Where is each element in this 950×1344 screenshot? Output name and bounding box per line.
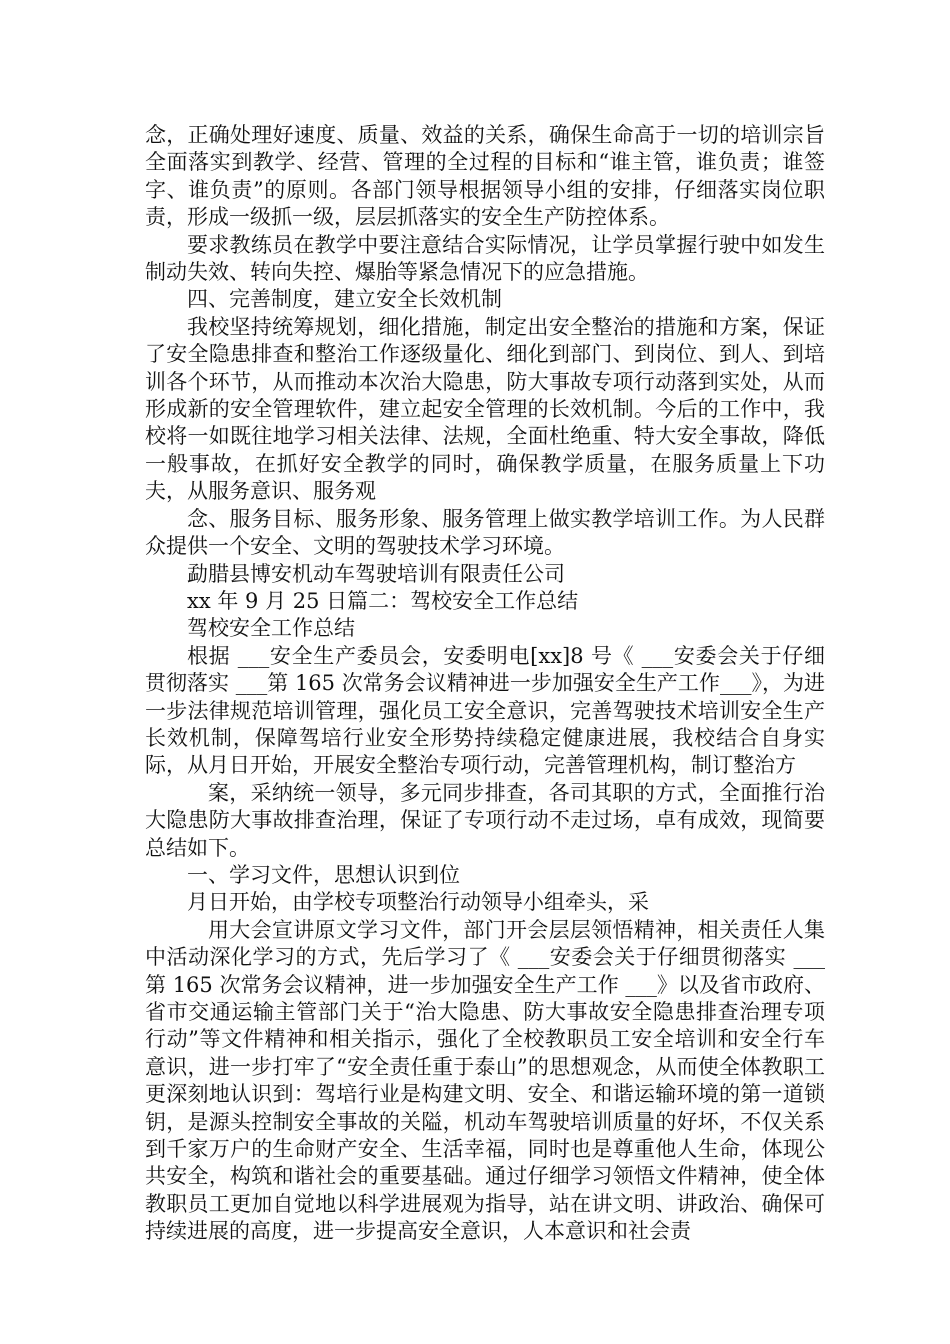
paragraph-7: 月日开始，由学校专项整治行动领导小组牵头，采 [187, 890, 649, 915]
paragraph-2: 要求教练员在教学中要注意结合实际情况，让学员掌握行驶中如发生制动失效、转向失控、爆胎等紧急情况下的应急措施。 [145, 232, 825, 285]
section-heading-4: 四、完善制度，建立安全长效机制 [187, 287, 502, 312]
company-signature: 勐腊县博安机动车驾驶培训有限责任公司 [187, 561, 565, 586]
paragraph-4: 念、服务目标、服务形象、服务管理上做实教学培训工作。为人民群众提供一个安全、文明的驾驶技术学习环境。 [145, 506, 825, 559]
section-heading-1: 一、学习文件，思想认识到位 [187, 862, 460, 887]
date-and-article-two-title: xx 年 9 月 25 日篇二：驾校安全工作总结 [187, 588, 579, 613]
paragraph-8: 用大会宣讲原文学习文件，部门开会层层领悟精神，相关责任人集中活动深化学习的方式，先后学习了《 ___安委会关于仔细贯彻落实 ___第 165 次常务会议精神，进一步加强安全生产工作 ___》以及省市政府、省市交通运输主管部门关于“治大隐患、防大事故安全隐患排查治理专项行动”等文件精神和相关指示，强化了全校教职员工安全培训和安全行车意识，进一步打牢了“安全责任重于泰山”的思想观念，从而使全体教职工更深刻地认识到：驾培行业是构建文明、安全、和谐运输环境的第一道锁钥，是源头控制安全事故的关隘，机动车驾驶培训质量的好坏，不仅关系到千家万户的生命财产安全、生活幸福，同时也是尊重他人生命，体现公共安全，构筑和谐社会的重要基础。通过仔细学习领悟文件精神，使全体教职员工更加自觉地以科学进展观为指导，站在讲文明、讲政治、确保可持续进展的高度，进一步提高安全意识，人本意识和社会责 [145, 917, 825, 1244]
paragraph-1: 念，正确处理好速度、质量、效益的关系，确保生命高于一切的培训宗旨全面落实到教学、经营、管理的全过程的目标和“谁主管，谁负责；谁签字、谁负责”的原则。各部门领导根据领导小组的安排，仔细落实岗位职责，形成一级抓一级，层层抓落实的安全生产防控体系。 [145, 123, 825, 230]
paragraph-6: 案，采纳统一领导，多元同步排查，各司其职的方式，全面推行治大隐患防大事故排查治理，保证了专项行动不走过场，卓有成效，现简要总结如下。 [145, 780, 825, 860]
document-body [145, 122, 825, 1246]
paragraph-5: 根据 ___安全生产委员会，安委明电[xx]8 号《 ___安委会关于仔细贯彻落实 ___第 165 次常务会议精神进一步加强安全生产工作___》，为进一步法律规范培训管理，强化员工安全意识，完善驾驶技术培训安全生产长效机制，保障驾培行业安全形势持续稳定健康进展，我校结合自身实际，从月日开始，开展安全整治专项行动，完善管理机构，制订整治方 [145, 643, 825, 778]
article-two-heading: 驾校安全工作总结 [187, 616, 355, 641]
paragraph-3: 我校坚持统筹规划，细化措施，制定出安全整治的措施和方案，保证了安全隐患排查和整治工作逐级量化、细化到部门、到岗位、到人、到培训各个环节，从而推动本次治大隐患，防大事故专项行动落到实处，从而形成新的安全管理软件，建立起安全管理的长效机制。今后的工作中，我校将一如既往地学习相关法律、法规，全面杜绝重、特大安全事故，降低一般事故，在抓好安全教学的同时，确保教学质量，在服务质量上下功夫，从服务意识、服务观 [145, 314, 825, 504]
